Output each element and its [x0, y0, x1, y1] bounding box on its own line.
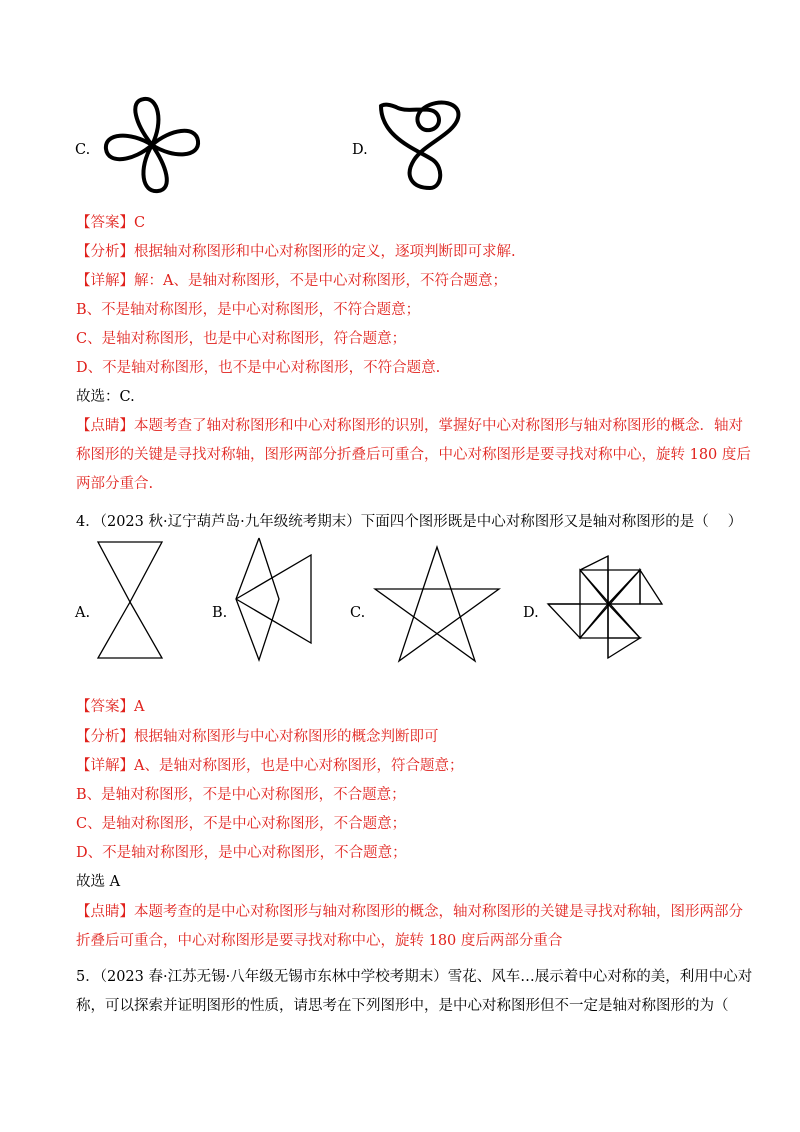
q4-option-b-label: B.: [212, 605, 228, 621]
q3-comment-3: 两部分重合.: [76, 476, 154, 492]
q4-stem: 4．（2023 秋·辽宁葫芦岛·九年级统考期末）下面四个图形既是中心对称图形又是轴对称图形的是（ ）: [76, 514, 743, 530]
q4-comment-2: 折叠后可重合，中心对称图形是要寻找对称中心，旋转 180 度后两部分重合: [76, 933, 563, 949]
q4-detail-c: C、是轴对称图形，不是中心对称图形，不合题意；: [76, 816, 407, 832]
q4-detail-d: D、不是轴对称图形，是中心对称图形，不合题意；: [76, 845, 407, 861]
q4-option-d-label: D.: [523, 605, 539, 621]
q3-comment: 【点睛】本题考查了轴对称图形和中心对称图形的识别，掌握好中心对称图形与轴对称图形的概念．轴对: [76, 418, 743, 434]
hourglass-figure: [96, 540, 166, 660]
q3-detail: 【详解】解：A、是轴对称图形，不是中心对称图形，不符合题意；: [76, 273, 507, 289]
q3-answer: 【答案】C: [76, 215, 146, 231]
option-c-label: C.: [75, 142, 91, 158]
pentagram-figure: [373, 545, 501, 663]
q3-detail-c: C、是轴对称图形，也是中心对称图形，符合题意；: [76, 331, 407, 347]
q4-option-a-label: A.: [75, 605, 91, 621]
q4-answer: 【答案】A: [76, 699, 145, 715]
q3-choice: 故选：C.: [76, 389, 135, 405]
q5-stem-2: 称，可以探索并证明图形的性质，请思考在下列图形中，是中心对称图形但不一定是轴对称图形的为（: [76, 998, 729, 1014]
four-leaf-figure: [100, 95, 205, 195]
arrow-kite-figure: [233, 536, 313, 662]
q4-detail-b: B、是轴对称图形，不是中心对称图形，不合题意；: [76, 787, 406, 803]
q4-option-c-label: C.: [350, 605, 366, 621]
q4-detail: 【详解】A、是轴对称图形，也是中心对称图形，符合题意；: [76, 758, 464, 774]
q4-analysis: 【分析】根据轴对称图形与中心对称图形的概念判断即可: [76, 729, 439, 745]
q5-stem-1: 5．（2023 春·江苏无锡·八年级无锡市东林中学校考期末）雪花、风车…展示着中心对称的美，利用中心对: [76, 969, 753, 985]
pinwheel-figure: [546, 548, 664, 660]
q3-detail-b: B、不是轴对称图形，是中心对称图形，不符合题意；: [76, 302, 421, 318]
q3-analysis: 【分析】根据轴对称图形和中心对称图形的定义，逐项判断即可求解.: [76, 244, 516, 260]
loop-figure: [378, 98, 463, 193]
q4-choice: 故选 A: [76, 874, 121, 890]
option-d-label: D.: [352, 142, 368, 158]
q3-comment-2: 称图形的关键是寻找对称轴，图形两部分折叠后可重合，中心对称图形是要寻找对称中心，旋转 180 度后: [76, 447, 751, 463]
q4-comment: 【点睛】本题考查的是中心对称图形与轴对称图形的概念，轴对称图形的关键是寻找对称轴，图形两部分: [76, 904, 743, 920]
q3-detail-d: D、不是轴对称图形，也不是中心对称图形，不符合题意.: [76, 360, 441, 376]
